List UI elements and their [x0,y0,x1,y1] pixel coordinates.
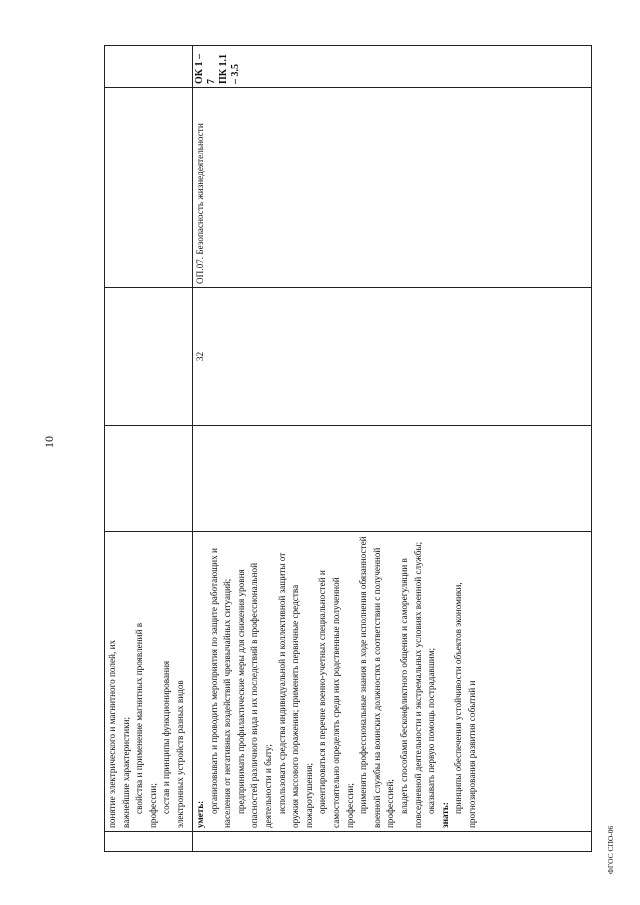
skill-item: владеть способами бесконфликтного общения и саморегуляции в повседневной деятельности и экстремальных условиях военной службы; [398,541,423,828]
intro-line: свойства и применение магнитных проявлений в [134,622,145,814]
knowledge-item: принципы обеспечения устойчивости объектов экономики, прогнозирования развития событий и [453,582,477,828]
skill-item: применять профессиональные знания в ходе исполнения обязанностей военной службы на воинских должностях в соответствии с полученной профессией; [358,536,396,828]
discipline-cell: ОП.07. Безопасность жизнедеятельности [193,88,592,288]
skill-item: предпринимать профилактические меры для снижения уровня опасностей различного вида и их последствий в профессиональной деятельности и быту; [235,562,273,828]
curriculum-table [104,45,592,852]
page-footer: ФГОС СПО-06 [606,825,615,874]
rotated-table-area [104,46,592,852]
table-row [105,46,193,852]
content-cell [105,532,193,832]
intro-line: состав и принципы функционирования [161,660,172,814]
index-cell [193,832,592,852]
intro-line: профессии; [147,783,158,828]
intro-line: понятие электрического и магнитного полей, их [107,639,117,828]
hours-cell: 32 [193,288,592,426]
empty-cell [105,426,193,532]
table-row [193,46,592,852]
competences-cell [193,46,592,88]
skill-item: оказывать первую помощь пострадавшим; [426,647,437,814]
empty-cell [193,426,592,532]
skill-item: ориентироваться в перечне военно-учетных специальностей и самостоятельно определять среди них родственные полученной профессии; [317,570,355,828]
empty-cell [105,88,193,288]
empty-cell [105,288,193,426]
skill-item: организовывать и проводить мероприятия по защите работающих и населения от негативных воздействий чрезвычайных ситуаций; [208,548,233,828]
content-cell [193,532,592,832]
intro-line: важнейшие характеристики; [120,716,131,828]
index-cell [105,832,193,852]
empty-cell [105,46,193,88]
competence-code: ОК 1 – 7 [194,53,217,84]
competence-code: ПК 1.1 – 3.5 [218,53,241,84]
skill-item: использовать средства индивидуальной и коллективной защиты от оружия массового поражения; применять первичные средства пожаротушения; [276,552,314,828]
skills-heading: уметь: [195,800,205,828]
page-number: 10 [42,436,56,448]
knowledge-heading: знать: [439,802,450,828]
intro-line: электронных устройств разных видов [174,680,185,828]
